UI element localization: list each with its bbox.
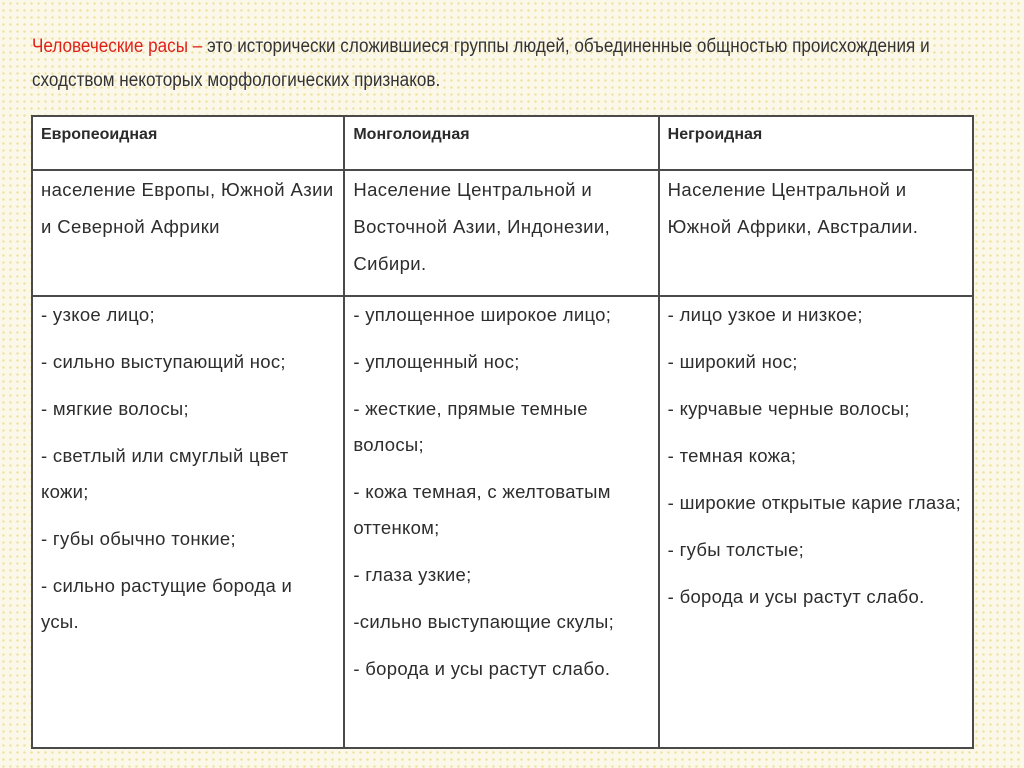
trait-item: - уплощенное широкое лицо; [353, 304, 612, 325]
trait-item: - уплощенный нос; [353, 351, 520, 372]
region-cell-mongoloid [344, 170, 658, 296]
traits-cell-mongoloid [344, 296, 658, 748]
trait-item: - широкие открытые карие глаза; [667, 492, 962, 513]
definition-term: Человеческие расы [32, 36, 188, 57]
trait-item: - курчавые черные волосы; [667, 398, 910, 419]
trait-item: - широкий нос; [667, 351, 798, 372]
region-cell-negroid [659, 170, 973, 296]
header-negroid: Негроидная [659, 116, 973, 170]
trait-item: - светлый или смуглый цвет кожи; [41, 445, 289, 502]
trait-item: - глаза узкие; [353, 564, 472, 585]
trait-item: - лицо узкое и низкое; [667, 304, 863, 325]
header-mongoloid: Монголоидная [344, 116, 658, 170]
definition-text [32, 30, 991, 98]
trait-item: - сильно выступающий нос; [41, 351, 286, 372]
races-table [31, 115, 974, 749]
definition-dash: – [187, 36, 207, 57]
region-text: Население Центральной и Южной Африки, Австралии. [667, 179, 919, 237]
trait-item: - губы толстые; [667, 539, 805, 560]
trait-item: - мягкие волосы; [41, 398, 189, 419]
traits-row [32, 296, 973, 748]
trait-item: - кожа темная, с желтоватым оттенком; [353, 481, 611, 538]
region-row [32, 170, 973, 296]
trait-item: - сильно растущие борода и усы. [41, 575, 293, 632]
header-row [32, 116, 973, 170]
region-text: население Европы, Южной Азии и Северной Африки [41, 179, 334, 237]
trait-item: - губы обычно тонкие; [41, 528, 236, 549]
definition-body: это исторически сложившиеся группы людей, объединенные общностью происхождения и сходством некоторых морфологических признаков. [32, 36, 930, 91]
trait-item: - борода и усы растут слабо. [667, 586, 925, 607]
trait-item: - темная кожа; [667, 445, 797, 466]
region-cell-europeoid [32, 170, 344, 296]
traits-cell-negroid [659, 296, 973, 748]
region-text: Население Центральной и Восточной Азии, Индонезии, Сибири. [353, 179, 611, 274]
trait-item: -сильно выступающие скулы; [353, 611, 615, 632]
trait-item: - борода и усы растут слабо. [353, 658, 611, 679]
trait-item: - жесткие, прямые темные волосы; [353, 398, 588, 455]
traits-cell-europeoid [32, 296, 344, 748]
header-europeoid: Европеоидная [32, 116, 344, 170]
trait-item: - узкое лицо; [41, 304, 155, 325]
